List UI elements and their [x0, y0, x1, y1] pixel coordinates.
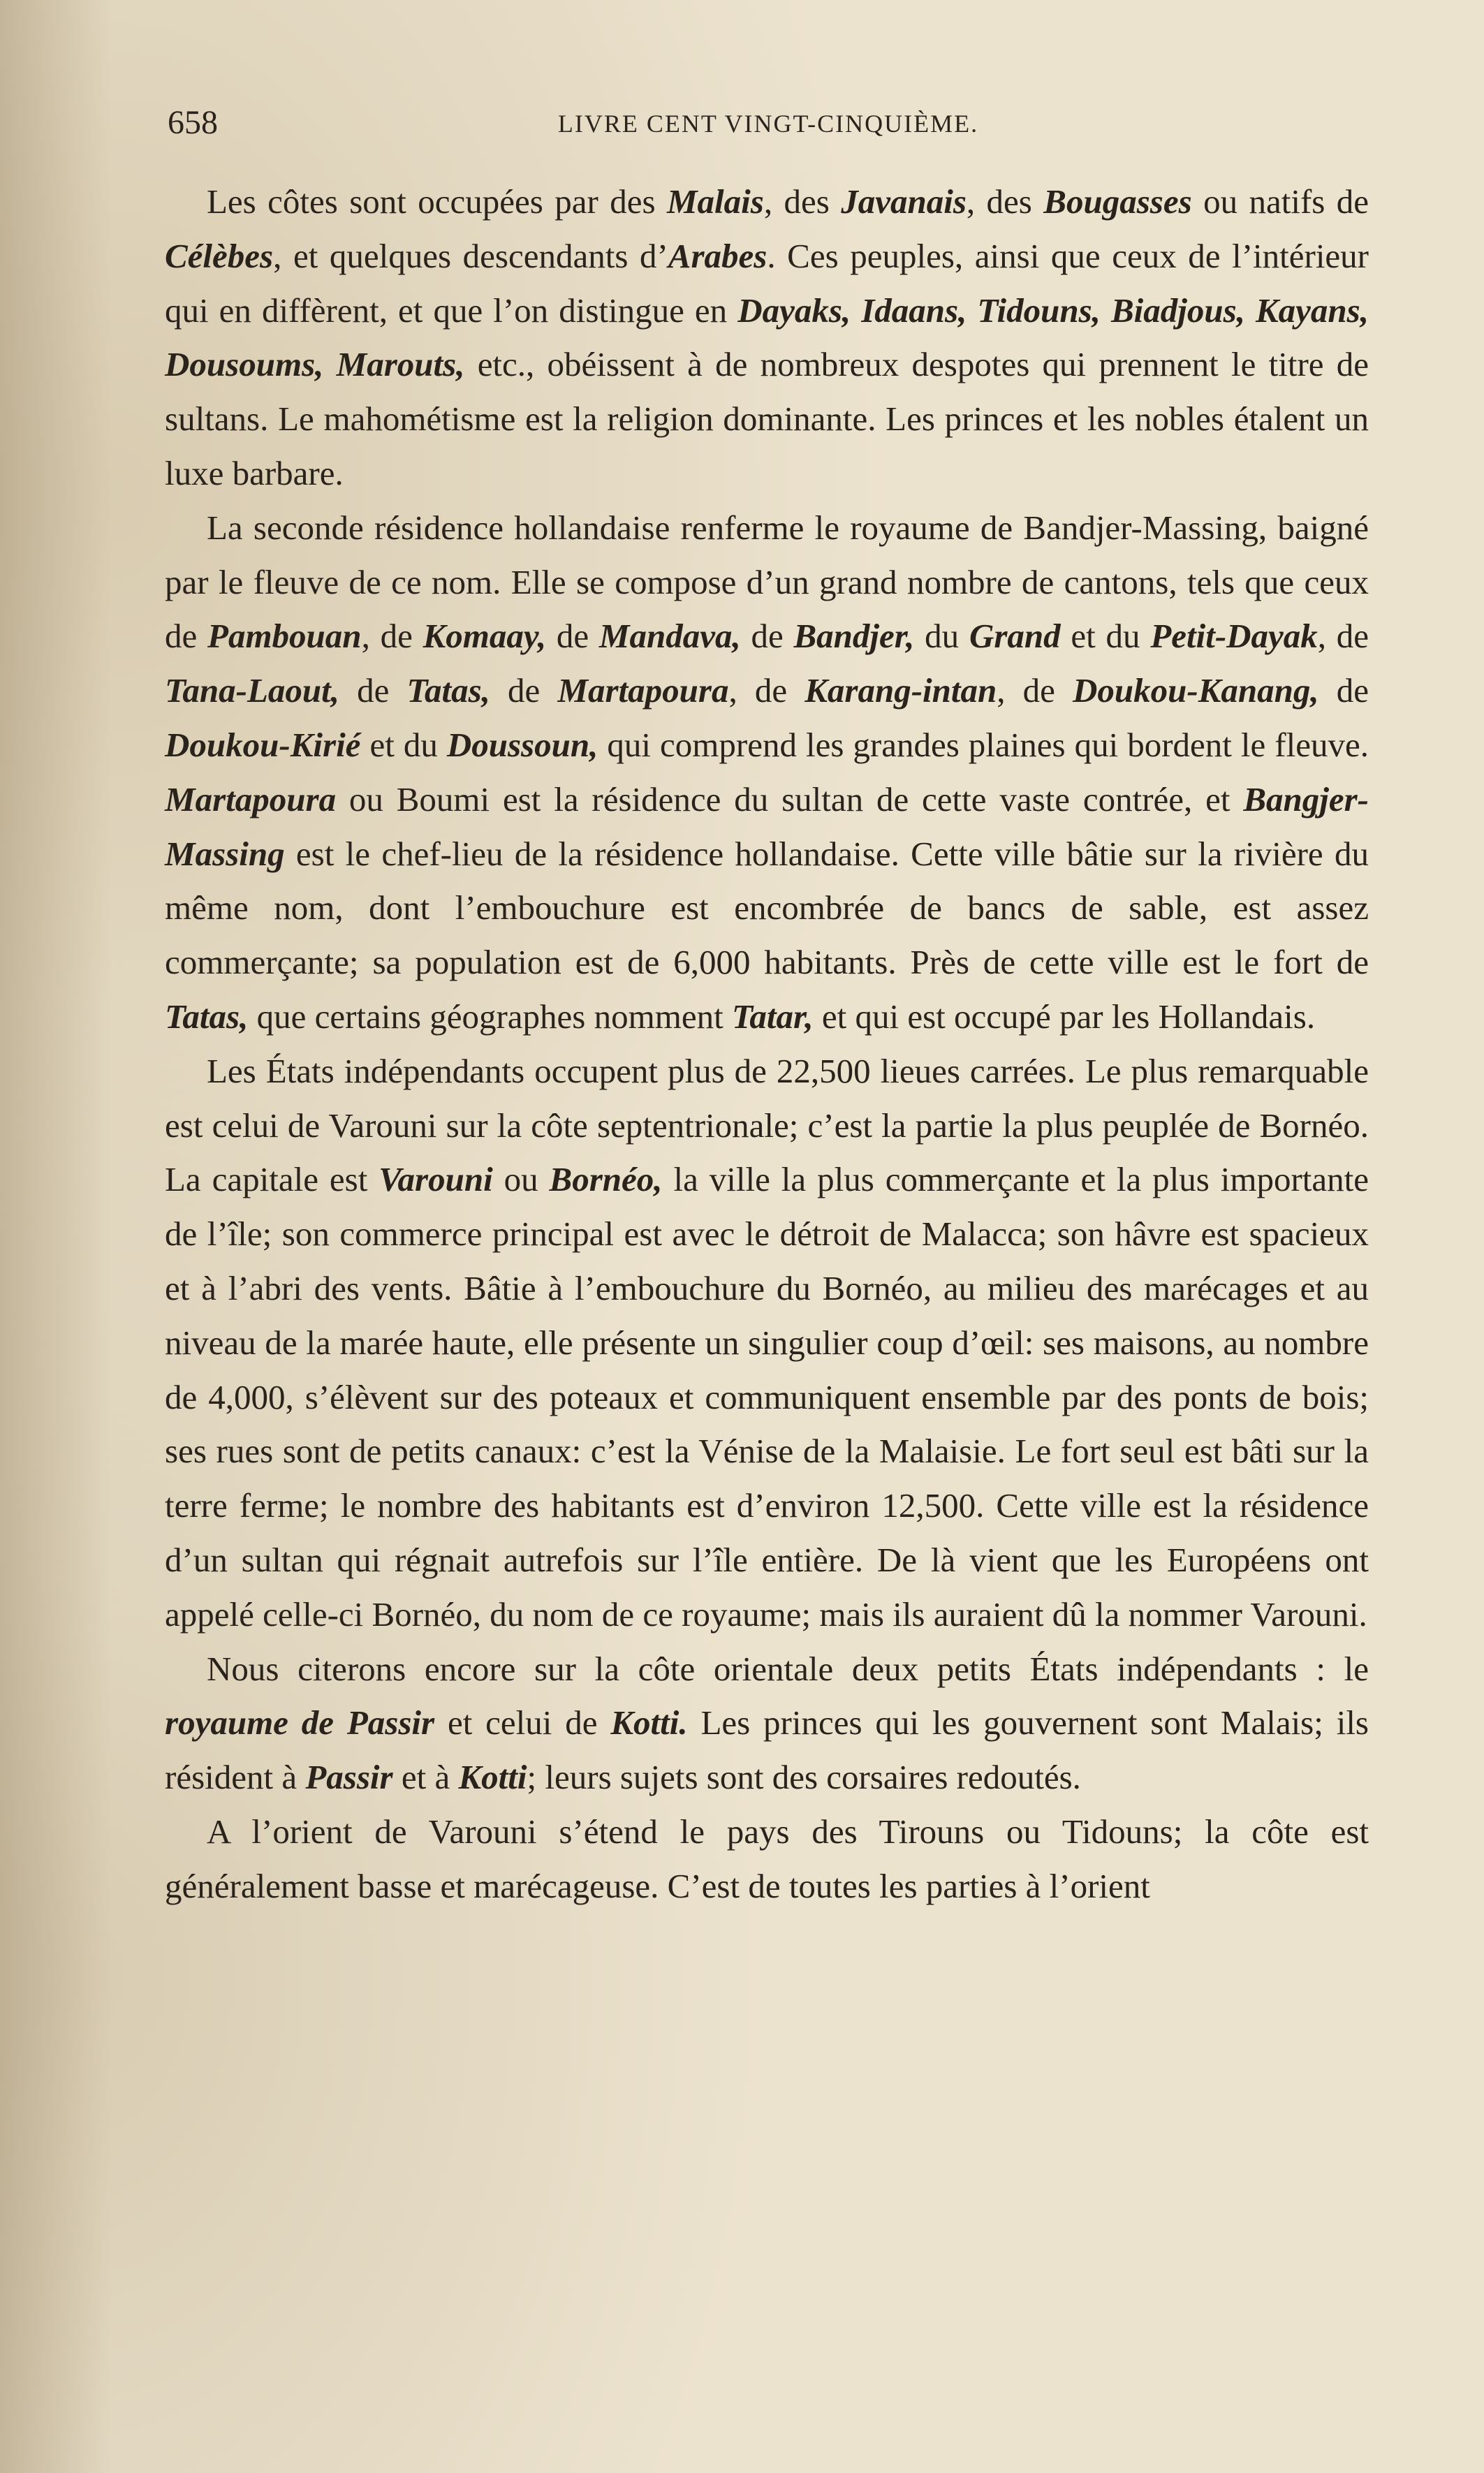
italic-term: Grand: [969, 617, 1061, 656]
italic-term: Karang-intan: [805, 671, 997, 710]
text-run: Les États indépendants occupent plus de 22,500 lieues carrées. Le plus remarquable est celui de Varouni sur la côte septentrionale; c’est la partie la plus peuplée de Bornéo. La capitale est: [165, 1051, 1369, 1199]
page-number: 658: [168, 104, 218, 141]
italic-term: Petit-Dayak: [1150, 617, 1318, 656]
text-run: et celui de: [434, 1703, 611, 1742]
text-run: A l’orient de Varouni s’étend le pays des Tirouns ou Tidouns; la côte est généralement basse et marécageuse. C’est de toutes les parties à l’orient: [165, 1812, 1369, 1905]
italic-term: Kotti.: [610, 1703, 688, 1742]
italic-term: Pambouan: [207, 617, 362, 656]
italic-term: Martapoura: [557, 671, 729, 710]
italic-term: Varouni: [379, 1160, 493, 1199]
text-run: ou natifs de: [1191, 182, 1369, 221]
body-text: [165, 175, 1369, 1914]
italic-term: Martapoura: [165, 779, 337, 819]
text-run: Les princes qui les gouvernent sont Malais; ils résident à: [165, 1703, 1369, 1797]
paragraph: [165, 1805, 1369, 1914]
italic-term: Bougasses: [1043, 182, 1192, 221]
text-run: et du: [1060, 617, 1151, 656]
italic-term: Célèbes: [165, 236, 274, 275]
text-run: et à: [392, 1758, 459, 1797]
italic-term: Passir: [305, 1758, 393, 1797]
text-run: ou Boumi est la résidence du sultan de cette vaste contrée, et: [336, 779, 1244, 819]
text-run: qui comprend les grandes plaines qui bordent le fleuve.: [598, 725, 1369, 764]
text-run: de: [490, 671, 558, 710]
text-run: de: [1318, 671, 1369, 710]
text-run: est le chef-lieu de la résidence hollandaise. Cette ville bâtie sur la rivière du même nom, dont l’embouchure est encombrée de bancs de sable, est assez commerçante; sa population est de 6,000 habitants. Près de cette ville est le fort de: [165, 834, 1369, 982]
text-run: etc., obéissent à de nombreux despotes qui prennent le titre de sultans. Le mahométisme est la religion dominante. Les princes et les nobles étalent un luxe barbare.: [165, 345, 1369, 492]
italic-term: Mandava,: [598, 617, 741, 656]
italic-term: Arabes: [668, 236, 767, 275]
italic-term: Tana-Laout,: [165, 671, 340, 710]
italic-term: Bangjer-Massing: [165, 779, 1369, 873]
italic-term: Doukou-Kanang,: [1073, 671, 1319, 710]
text-run: , de: [728, 671, 805, 710]
running-head: LIVRE CENT VINGT-CINQUIÈME.: [557, 110, 979, 138]
italic-term: Tatar,: [731, 997, 814, 1036]
text-run: ; leurs sujets sont des corsaires redoutés.: [527, 1758, 1081, 1797]
text-run: . Ces peuples, ainsi que ceux de l’intérieur qui en diffèrent, et que l’on distingue en: [165, 236, 1369, 330]
text-run: , de: [361, 617, 423, 656]
text-run: que certains géographes nomment: [248, 997, 732, 1036]
italic-term: Tatas,: [165, 997, 249, 1036]
text-run: de: [546, 617, 599, 656]
text-run: ou: [492, 1160, 550, 1199]
italic-term: Bornéo,: [549, 1160, 663, 1199]
italic-term: Doukou-Kirié: [165, 725, 361, 764]
text-run: , des: [763, 182, 842, 221]
text-run: Les côtes sont occupées par des: [207, 182, 667, 221]
text-run: La seconde résidence hollandaise renferme le royaume de Bandjer-Massing, baigné par le fleuve de ce nom. Elle se compose d’un grand nombre de cantons, tels que ceux de: [165, 508, 1369, 656]
text-run: et qui est occupé par les Hollandais.: [813, 997, 1316, 1036]
italic-term: royaume de Passir: [165, 1703, 435, 1742]
italic-term: Komaay,: [423, 617, 547, 656]
page-header: [168, 103, 1369, 145]
paragraph: [165, 501, 1369, 1044]
paragraph: [165, 1642, 1369, 1805]
text-run: Nous citerons encore sur la côte orientale deux petits États indépendants : le: [207, 1649, 1369, 1688]
text-run: et du: [360, 725, 447, 764]
italic-term: Bandjer,: [793, 617, 915, 656]
paragraph: [165, 175, 1369, 501]
page-edge-shadow: [0, 0, 112, 2473]
italic-term: Doussoun,: [446, 725, 598, 764]
italic-term: Kotti: [458, 1758, 527, 1797]
italic-term: Dayaks, Idaans, Tidouns, Biadjous, Kayans, Dousoums, Marouts,: [165, 291, 1369, 384]
italic-term: Javanais: [841, 182, 967, 221]
text-run: , et quelques descendants d’: [273, 236, 668, 275]
text-run: , des: [966, 182, 1044, 221]
paragraph: [165, 1044, 1369, 1642]
text-run: , de: [997, 671, 1073, 710]
text-run: de: [339, 671, 407, 710]
italic-term: Malais: [666, 182, 764, 221]
text-run: de: [740, 617, 794, 656]
text-run: la ville la plus commerçante et la plus importante de l’île; son commerce principal est avec le détroit de Malacca; son hâvre est spacieux et à l’abri des vents. Bâtie à l’embouchure du Bornéo, au milieu des marécages et au niveau de la marée haute, elle présente un singulier coup d’œil: ses maisons, au nombre de 4,000, s’élèvent sur des poteaux et communiquent ensemble par des ponts de bois; ses rues sont de petits canaux: c’est la Vénise de la Malaisie. Le fort seul est bâti sur la terre ferme; le nombre des habitants est d’environ 12,500. Cette ville est la résidence d’un sultan qui régnait autrefois sur l’île entière. De là vient que les Européens ont appelé celle-ci Bornéo, du nom de ce royaume; mais ils auraient dû la nommer Varouni.: [165, 1160, 1369, 1634]
italic-term: Tatas,: [406, 671, 490, 710]
text-run: , de: [1317, 617, 1369, 656]
text-run: du: [914, 617, 969, 656]
